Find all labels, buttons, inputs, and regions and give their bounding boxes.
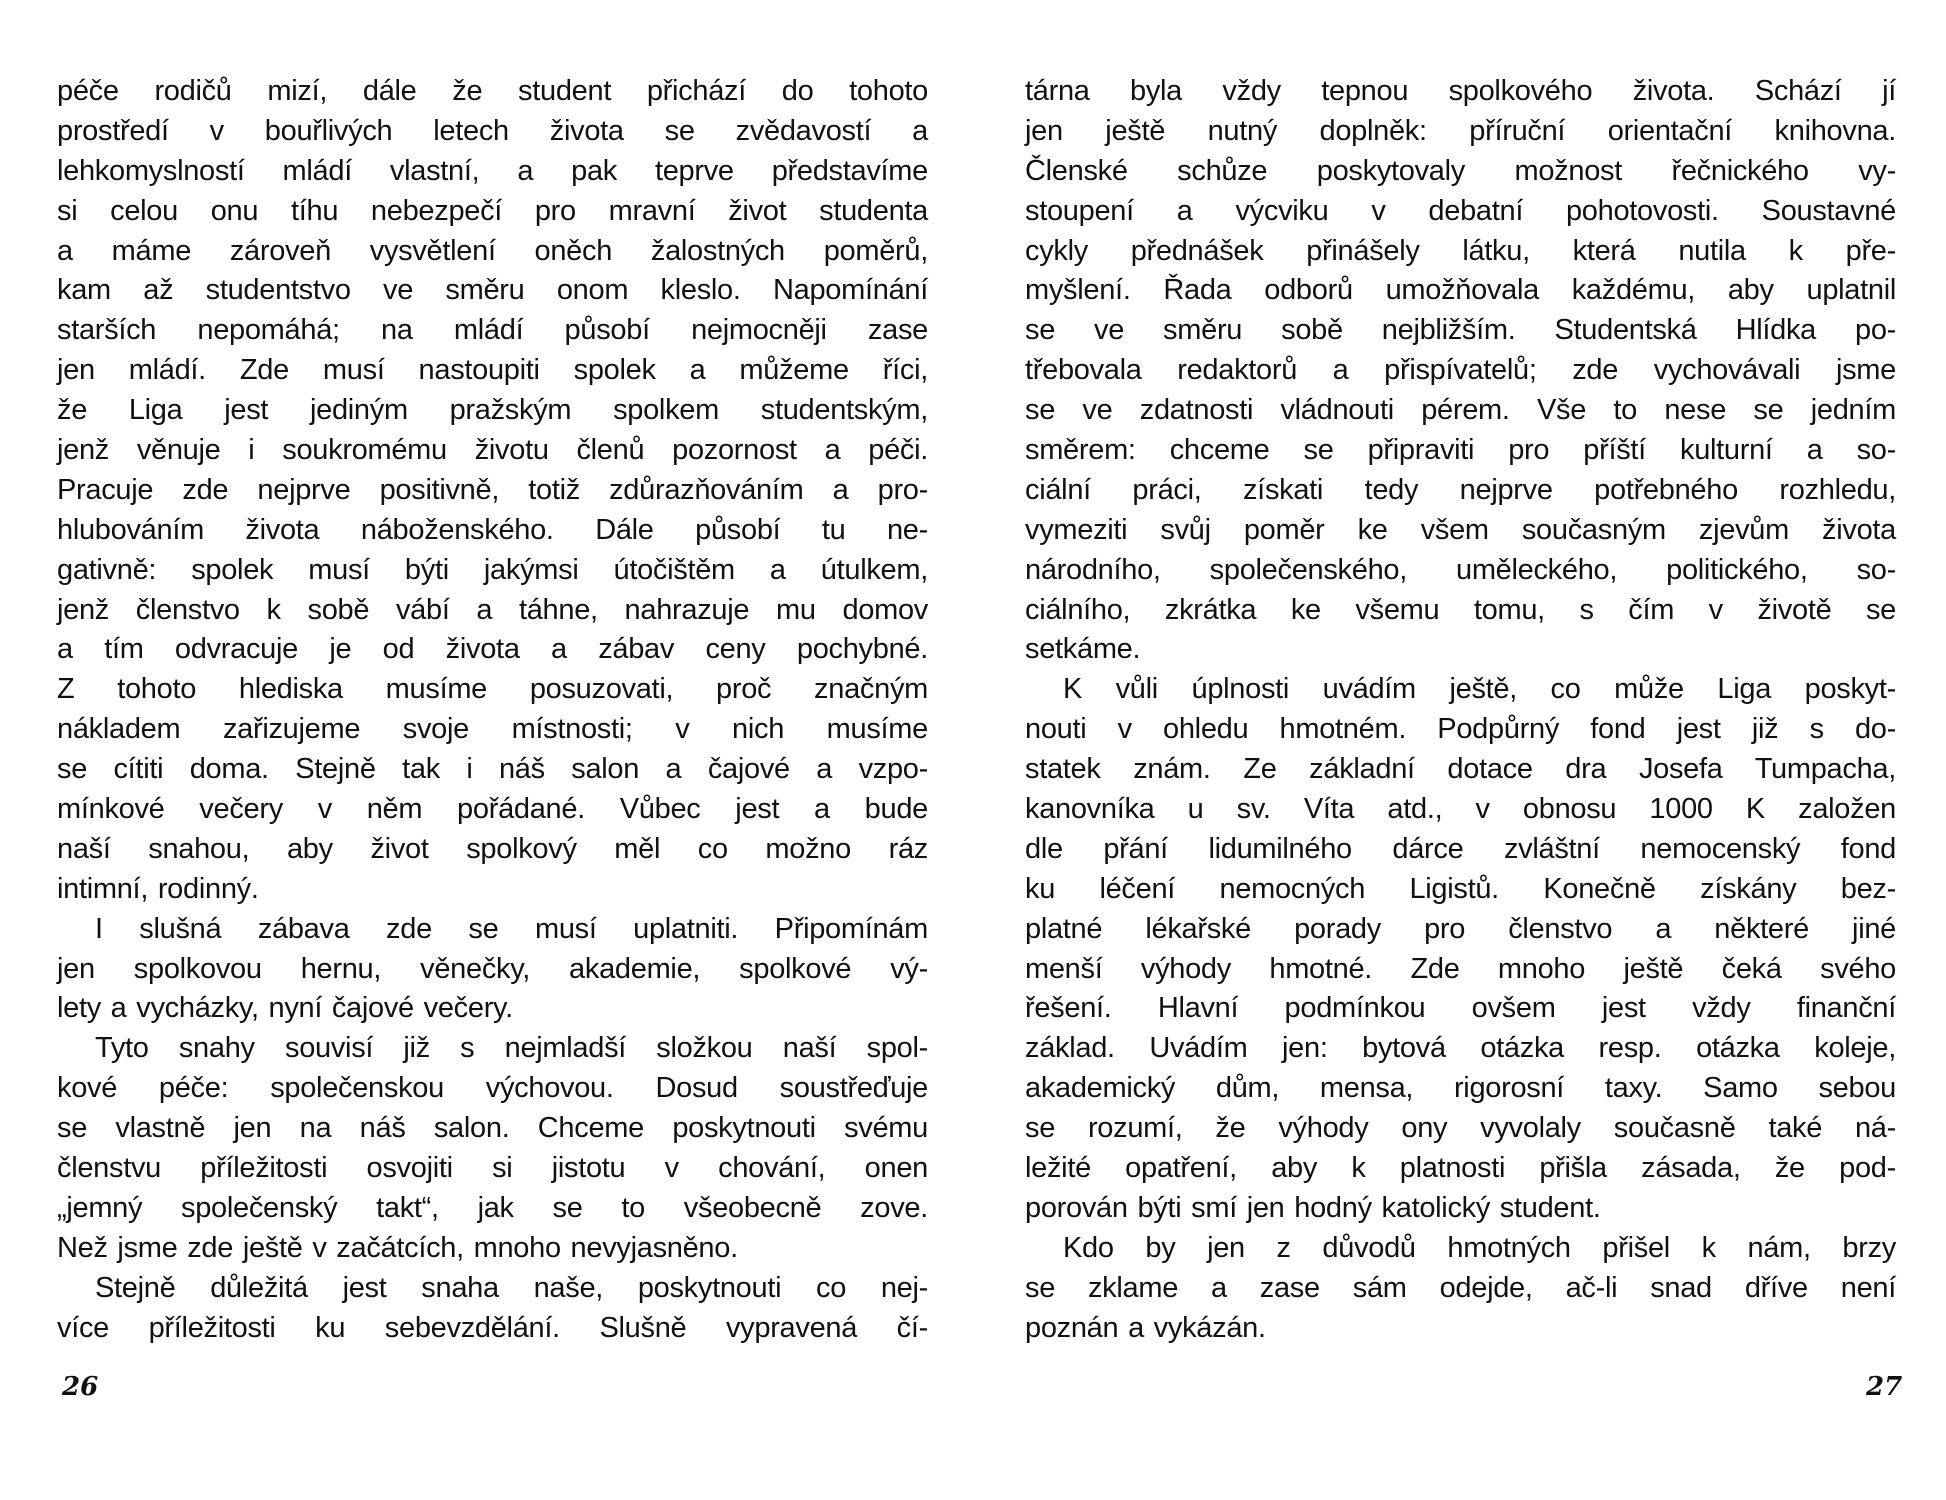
text-line: starších nepomáhá; na mládí působí nejmocněji zase <box>57 314 928 347</box>
text-line: a máme zároveň vysvětlení oněch žalostných poměrů, <box>57 234 928 267</box>
text-line: poznán a vykázán. <box>1025 1311 1266 1344</box>
text-line: ciálního, zkrátka ke všemu tomu, s čím v životě se <box>1025 593 1896 626</box>
text-line: kanovníka u sv. Víta atd., v obnosu 1000 K založen <box>1025 793 1896 826</box>
text-line: nouti v ohledu hmotném. Podpůrný fond jest již s do- <box>1025 713 1896 746</box>
text-line: menší výhody hmotné. Zde mnoho ještě čeká svého <box>1025 952 1896 985</box>
text-line: se vlastně jen na náš salon. Chceme poskytnouti svému <box>57 1112 928 1145</box>
text-line: že Liga jest jediným pražským spolkem studentským, <box>57 394 928 427</box>
text-line: tárna byla vždy tepnou spolkového života. Schází jí <box>1025 75 1896 107</box>
text-line: statek znám. Ze základní dotace dra Josefa Tumpacha, <box>1025 753 1896 786</box>
text-line: Z tohoto hlediska musíme posuzovati, proč značným <box>57 673 928 706</box>
text-line: platné lékařské porady pro členstvo a některé jiné <box>1025 912 1896 945</box>
text-line: Pracuje zde nejprve positivně, totiž zdůrazňováním a pro- <box>57 473 928 506</box>
text-line: naší snahou, aby život spolkový měl co možno ráz <box>57 832 928 865</box>
left-page-number: 26 <box>62 1372 99 1402</box>
text-line: si celou onu tíhu nebezpečí pro mravní život studenta <box>57 194 928 227</box>
text-line: se zklame a zase sám odejde, ač-li snad dříve není <box>1025 1271 1896 1304</box>
text-line: prostředí v bouřlivých letech života se zvědavostí a <box>57 114 928 147</box>
text-line: národního, společenského, uměleckého, politického, so- <box>1025 553 1896 586</box>
text-line: lehkomyslností mládí vlastní, a pak teprve představíme <box>57 154 928 187</box>
text-line: jenž členstvo k sobě vábí a táhne, nahrazuje mu domov <box>57 593 928 626</box>
text-line: a tím odvracuje je od života a zábav ceny pochybné. <box>57 633 928 666</box>
text-line: třebovala redaktorů a přispívatelů; zde vychovávali jsme <box>1025 354 1896 387</box>
text-line: ležité opatření, aby k platnosti přišla zásada, že pod- <box>1025 1152 1896 1185</box>
text-line: jen ještě nutný doplněk: příruční orientační knihovna. <box>1025 114 1896 147</box>
text-line: hlubováním života náboženského. Dále působí tu ne- <box>57 513 928 546</box>
text-line: více příležitosti ku sebevzdělání. Slušně vypravená čí- <box>57 1311 928 1344</box>
text-line: Členské schůze poskytovaly možnost řečnického vy- <box>1025 154 1896 187</box>
text-line: myšlení. Řada odborů umožňovala každému, aby uplatnil <box>1025 274 1896 307</box>
text-line: jen mládí. Zde musí nastoupiti spolek a můžeme říci, <box>57 354 928 387</box>
text-line: cykly přednášek přinášely látku, která nutila k pře- <box>1025 234 1896 267</box>
text-line: nákladem zařizujeme svoje místnosti; v nich musíme <box>57 713 928 746</box>
text-line: Než jsme zde ještě v začátcích, mnoho nevyjasněno. <box>57 1231 738 1264</box>
text-line: K vůli úplnosti uvádím ještě, co může Liga poskyt- <box>1063 673 1896 706</box>
text-line: jen spolkovou hernu, věnečky, akademie, spolkové vý- <box>57 952 928 985</box>
text-line: intimní, rodinný. <box>57 872 259 905</box>
text-line: směrem: chceme se připraviti pro příští kulturní a so- <box>1025 434 1896 467</box>
text-line: lety a vycházky, nyní čajové večery. <box>57 992 513 1025</box>
right-page-text <box>1025 72 1896 1349</box>
text-line: setkáme. <box>1025 633 1141 666</box>
text-line: mínkové večery v něm pořádané. Vůbec jest a bude <box>57 793 928 826</box>
text-line: Kdo by jen z důvodů hmotných přišel k nám, brzy <box>1063 1231 1896 1264</box>
text-line: ku léčení nemocných Ligistů. Konečně získány bez- <box>1025 872 1896 905</box>
text-line: se rozumí, že výhody ony vyvolaly současně také ná- <box>1025 1112 1896 1145</box>
text-line: „jemný společenský takt“, jak se to všeobecně zove. <box>57 1191 928 1224</box>
text-line: kové péče: společenskou výchovou. Dosud soustřeďuje <box>57 1072 928 1105</box>
text-line: se ve zdatnosti vládnouti pérem. Vše to nese se jedním <box>1025 394 1896 427</box>
text-line: porován býti smí jen hodný katolický student. <box>1025 1191 1601 1224</box>
text-line: se cítiti doma. Stejně tak i náš salon a čajové a vzpo- <box>57 753 928 786</box>
text-line: akademický dům, mensa, rigorosní taxy. Samo sebou <box>1025 1072 1896 1105</box>
text-line: členstvu příležitosti osvojiti si jistotu v chování, onen <box>57 1152 928 1185</box>
text-line: základ. Uvádím jen: bytová otázka resp. otázka koleje, <box>1025 1032 1896 1065</box>
text-line: vymeziti svůj poměr ke všem současným zjevům života <box>1025 513 1896 546</box>
text-line: kam až studentstvo ve směru onom kleslo. Napomínání <box>57 274 928 307</box>
text-line: ciální práci, získati tedy nejprve potřebného rozhledu, <box>1025 473 1896 506</box>
text-line: Tyto snahy souvisí již s nejmladší složkou naší spol- <box>95 1032 928 1065</box>
text-line: gativně: spolek musí býti jakýmsi útočištěm a útulkem, <box>57 553 928 586</box>
text-line: jenž věnuje i soukromému životu členů pozornost a péči. <box>57 434 928 467</box>
text-line: řešení. Hlavní podmínkou ovšem jest vždy finanční <box>1025 992 1896 1025</box>
right-page-number: 27 <box>1866 1372 1903 1402</box>
text-line: Stejně důležitá jest snaha naše, poskytnouti co nej- <box>95 1271 928 1304</box>
text-line: I slušná zábava zde se musí uplatniti. Připomínám <box>95 912 928 945</box>
text-line: péče rodičů mizí, dále že student přichází do tohoto <box>57 75 928 107</box>
left-page-text <box>57 72 928 1349</box>
text-line: se ve směru sobě nejbližším. Studentská Hlídka po- <box>1025 314 1896 347</box>
text-line: dle přání lidumilného dárce zvláštní nemocenský fond <box>1025 832 1896 865</box>
text-line: stoupení a výcviku v debatní pohotovosti. Soustavné <box>1025 194 1896 227</box>
